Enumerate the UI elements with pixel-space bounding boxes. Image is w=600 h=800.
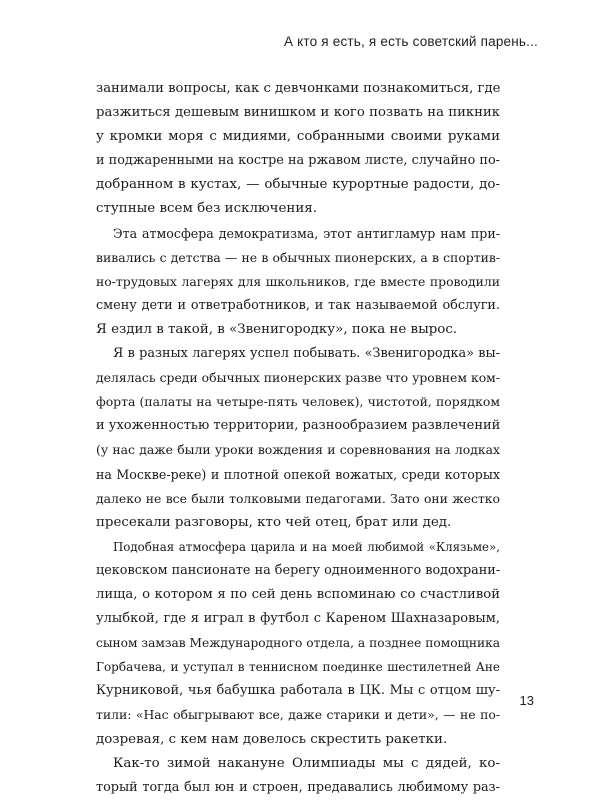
text-line: Курниковой, чья бабушка работала в ЦК. Мы с отцом шу- bbox=[96, 683, 500, 699]
text-line: и ухоженностью территории, разнообразием развлечений bbox=[96, 418, 501, 434]
text-line: сыном замзав Международного отдела, а позднее помощника bbox=[96, 636, 500, 651]
running-header: А кто я есть, я есть советский парень... bbox=[283, 34, 538, 49]
text-line: пресекали разговоры, кто чей отец, брат или дед. bbox=[96, 514, 452, 530]
text-line: смену дети и ответработников, и так называемой обслуги. bbox=[96, 297, 500, 313]
text-line: Я ездил в такой, в «Звенигородку», пока не вырос. bbox=[96, 321, 458, 337]
paragraph-first-line: Эта атмосфера демократизма, этот антигламур нам при- bbox=[113, 225, 500, 241]
text-line: форта (палаты на четыре-пять человек), чистотой, порядком bbox=[96, 394, 500, 410]
paragraph-first-line: Как-то зимой накануне Олимпиады мы с дядей, ко- bbox=[113, 755, 500, 771]
body-text bbox=[96, 77, 500, 800]
text-line: тили: «Нас обыгрывают все, даже старики и дети», — не по- bbox=[96, 707, 500, 723]
text-line: делялась среди обычных пионерских разве что уровнем ком- bbox=[96, 370, 500, 386]
text-line: далеко не все были толковыми педагогами. Зато они жестко bbox=[96, 490, 500, 506]
page-number: 13 bbox=[519, 693, 534, 708]
text-line: Горбачева, и уступал в теннисном поединке шестилетней Ане bbox=[96, 660, 500, 675]
text-line: ступные всем без исключения. bbox=[96, 201, 317, 217]
text-line: разжиться дешевым винишком и кого позвать на пикник bbox=[96, 105, 500, 121]
text-line: занимали вопросы, как с девчонками познакомиться, где bbox=[96, 81, 501, 96]
text-line: улыбкой, где я играл в футбол с Кареном Шахназаровым, bbox=[96, 611, 500, 627]
text-line: на Москве-реке) и плотной опекой вожатых, среди которых bbox=[96, 466, 500, 482]
text-line: и поджаренными на костре на ржавом листе, случайно по- bbox=[96, 153, 500, 169]
paragraph-first-line: Подобная атмосфера царила и на моей любимой «Клязьме», bbox=[113, 539, 500, 554]
text-line: торый тогда был юн и строен, предавались любимому раз- bbox=[96, 779, 500, 795]
text-line: дозревая, с кем нам довелось скрестить ракетки. bbox=[96, 731, 448, 747]
text-line: (у нас даже были уроки вождения и соревнования на лодках bbox=[96, 442, 500, 458]
text-line: добранном в кустах, — обычные курортные радости, до- bbox=[96, 177, 500, 193]
text-line: вивались с детства — не в обычных пионерских, а в спортив- bbox=[96, 249, 500, 265]
text-line: у кромки моря с мидиями, собранными своими руками bbox=[96, 129, 500, 145]
text-line: но-трудовых лагерях для школьников, где вместе проводили bbox=[96, 273, 500, 289]
text-line: лища, о котором я по сей день вспоминаю со счастливой bbox=[96, 586, 500, 602]
text-line: цековском пансионате на берегу одноименного водохрани- bbox=[96, 562, 501, 578]
paragraph-first-line: Я в разных лагерях успел побывать. «Звенигородка» вы- bbox=[113, 346, 500, 362]
